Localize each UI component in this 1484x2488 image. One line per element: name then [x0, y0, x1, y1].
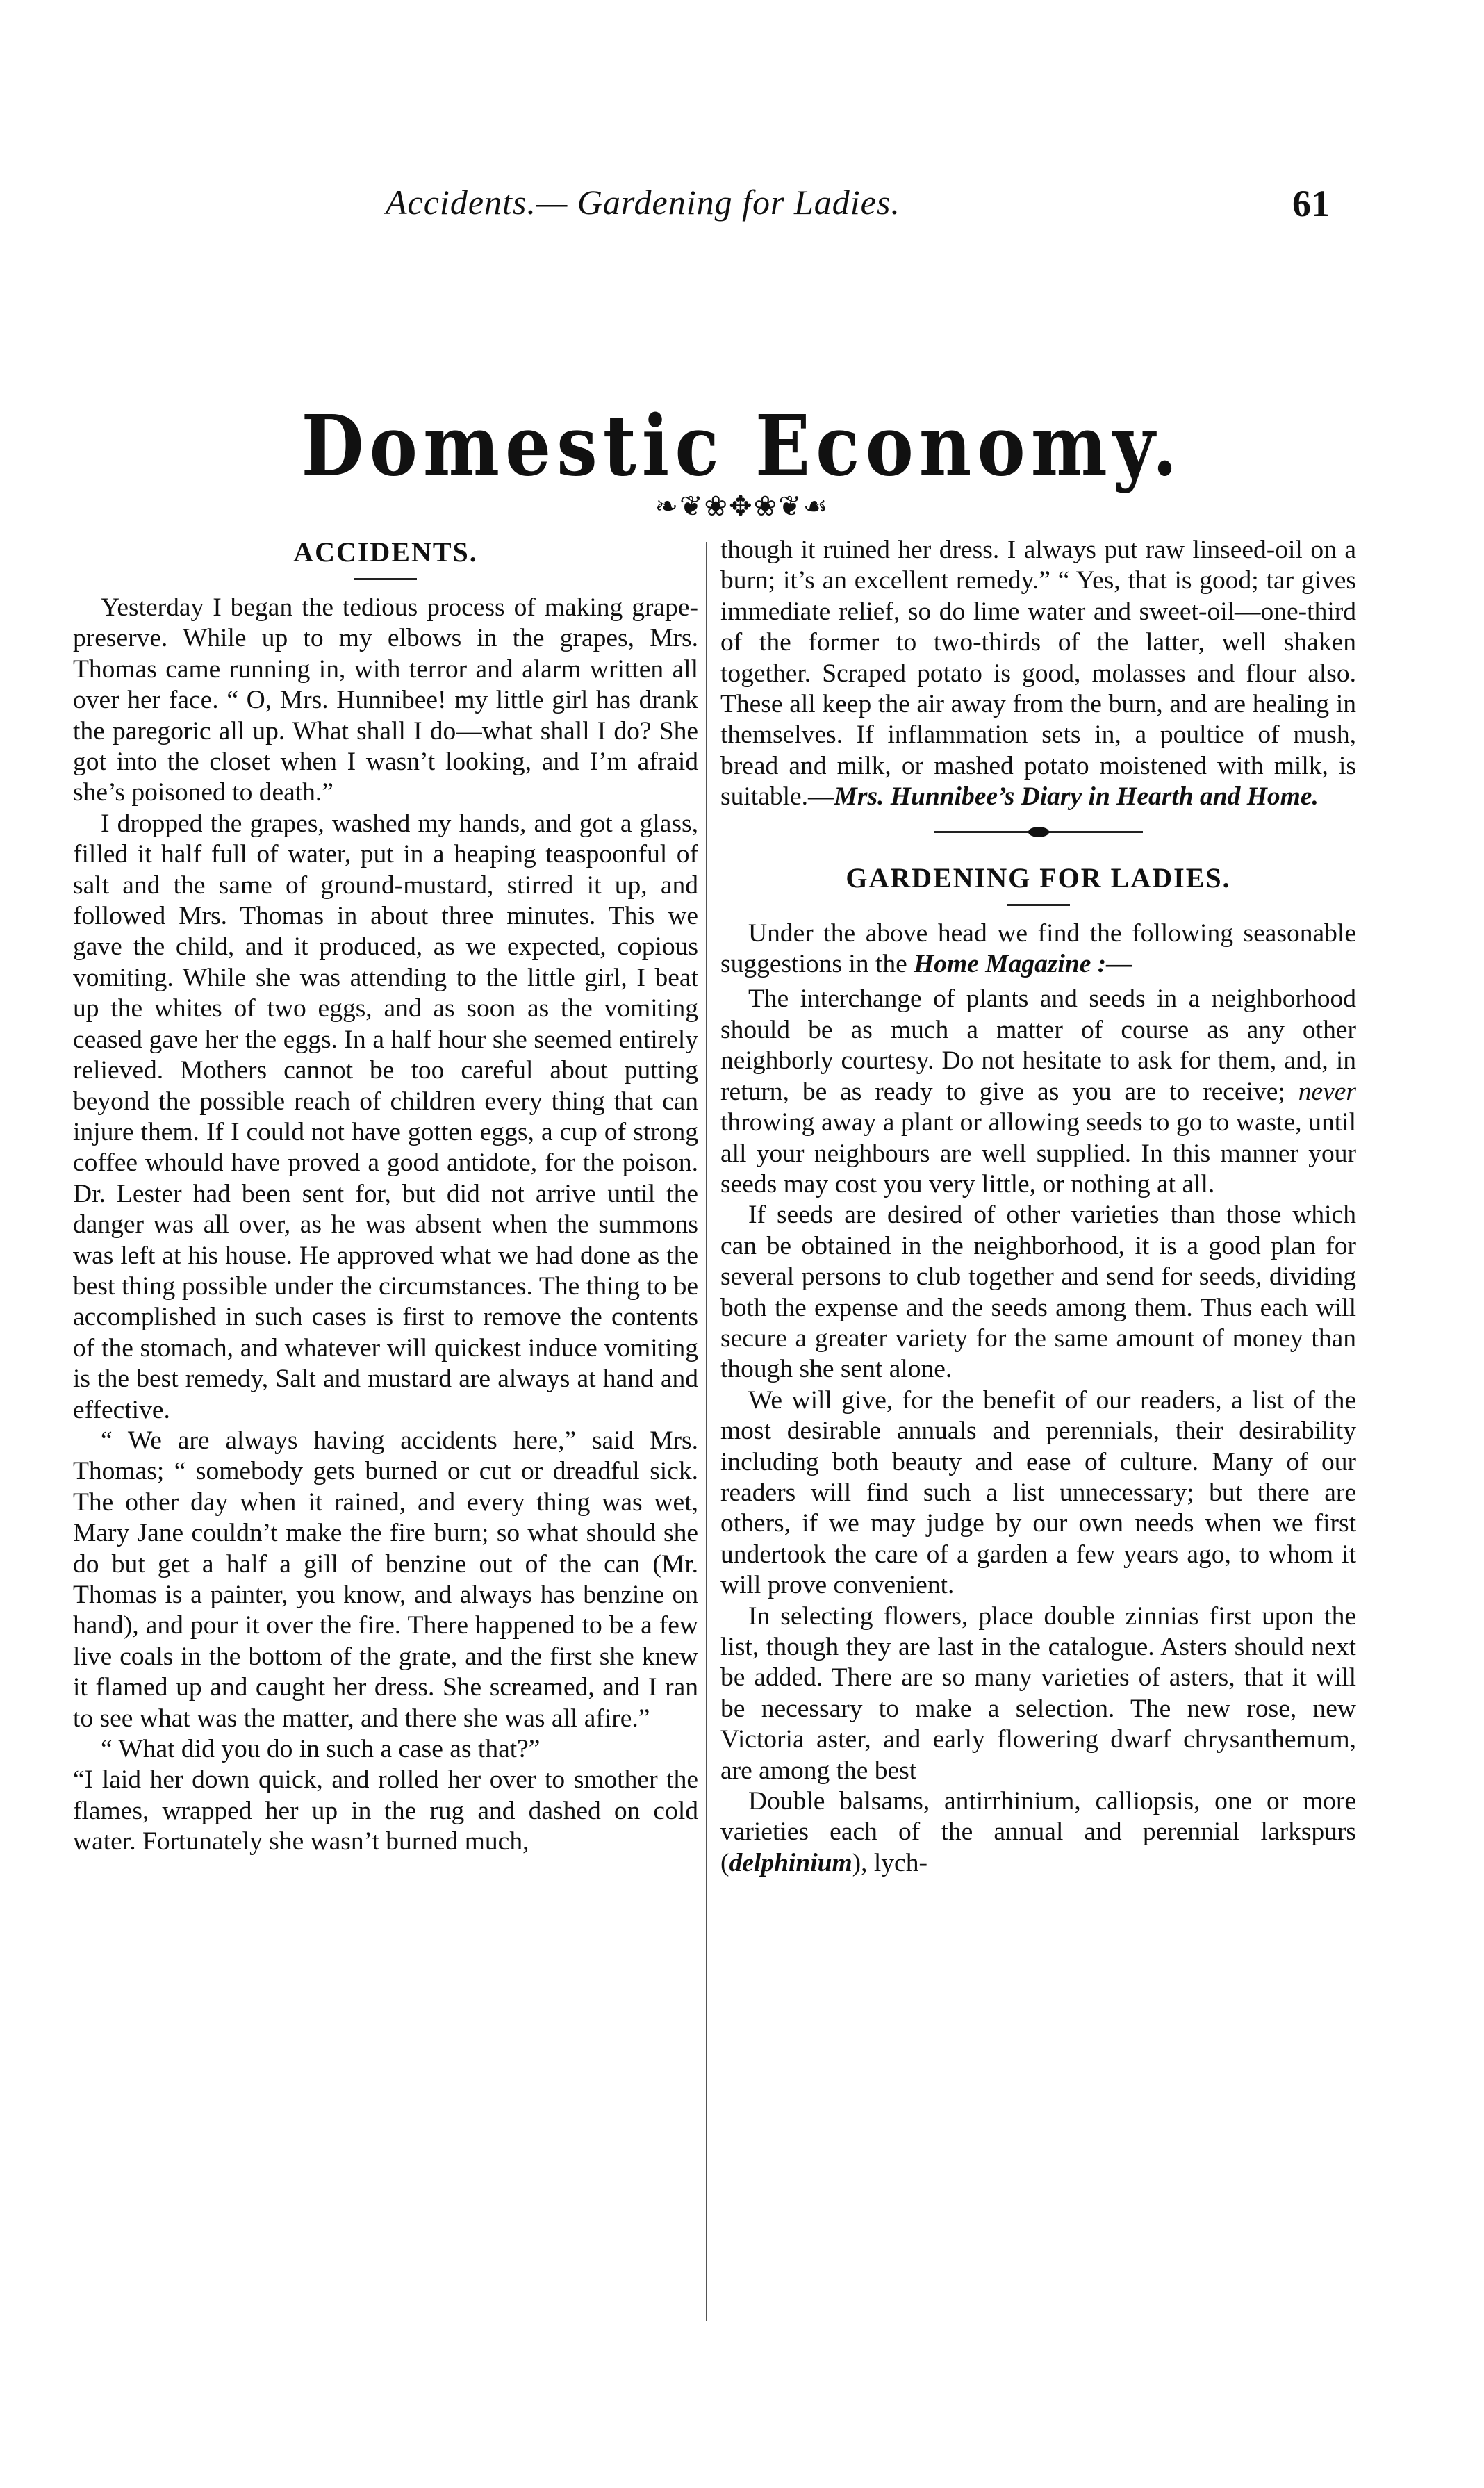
gardening-heading: GARDENING FOR LADIES. — [846, 862, 1231, 893]
page-number: 61 — [1292, 183, 1330, 224]
left-column — [73, 535, 698, 1858]
article-separator — [934, 831, 1143, 833]
gardening-intro-source: Home Magazine :— — [914, 950, 1132, 979]
right-column — [720, 535, 1356, 1879]
gardening-paragraph-4: In selecting flowers, place double zinnias first upon the list, though they are last in the catalogue. Asters should next be added. There are so many varieties of asters, that it will be necessary to make a selection. The new rose, new Victoria aster, and early flowering dwarf chrysanthemum, are among the best — [720, 1601, 1356, 1785]
accidents-paragraph-5: “I laid her down quick, and rolled her over to smother the flames, wrapped her up in the rug and dashed on cold water. Fortunately she wasn’t burned much, — [73, 1765, 698, 1856]
running-head — [0, 182, 1484, 231]
gardening-p1-b: throwing away a plant or allowing seeds to go to waste, until all your neighbours are well supplied. In this manner your seeds may cost you very little, or nothing at all. — [720, 1108, 1356, 1198]
gardening-paragraph-5 — [720, 1786, 1356, 1879]
gardening-paragraph-2: If seeds are desired of other varieties than those which can be obtained in the neighborhood, it is a good plan for several persons to club together and send for seeds, dividing both the expense and the seeds among them. Thus each will secure a greater variety for the same amount of money than though she sent alone. — [720, 1201, 1356, 1384]
accidents-paragraph-1: Yesterday I began the tedious process of making grape-preserve. While up to my elbows in the grapes, Mrs. Thomas came running in, with terror and alarm written all over her face. “ O, Mrs. Hunnibee! my little girl has drank the paregoric all up. What shall I do—what shall I do? She got into the closet when I wasn’t looking, and I’m afraid she’s poisoned to death.” — [73, 593, 698, 807]
gardening-p5-a: Double balsams, antirrhinium, calliopsis, one or more varieties each of the annual and perennial larkspurs ( — [720, 1787, 1356, 1877]
gardening-p1-a: The interchange of plants and seeds in a neighborhood should be as much a matter of course as any other neighborly courtesy. Do not hesitate to ask for them, and, in return, be as ready to give as you are to receive; — [720, 985, 1356, 1106]
gardening-p5-latin: delphinium — [729, 1848, 852, 1877]
accidents-citation: Mrs. Hunnibee’s Diary in Hearth and Home. — [834, 782, 1319, 812]
accidents-paragraph-3: “ We are always having accidents here,” said Mrs. Thomas; “ somebody gets burned or cut or dreadful sick. The other day when it rained, and every thing was wet, Mary Jane couldn’t make the fire burn; so what should she do but get a half a gill of benzine out of the can (Mr. Thomas is a painter, you know, and always has benzine on hand), and pour it over the fire. There happened to be a few live coals in the bottom of the grate, and the first she knew it flamed up and caught her dress. She screamed, and I ran to see what was the matter, and there she was all afire.” — [73, 1426, 698, 1733]
gardening-paragraph-1 — [720, 984, 1356, 1200]
accidents-paragraph-4: “ What did you do in such a case as that?” — [101, 1735, 541, 1764]
accidents-heading: ACCIDENTS. — [293, 536, 478, 568]
accidents-continued — [720, 535, 1356, 813]
accidents-continued-text: though it ruined her dress. I always put raw linseed-oil on a burn; it’s an excellent remedy.” “ Yes, that is good; tar gives immediate relief, so do lime water and sweet-oil—one-third of the former to two-thirds of the latter, well shaken together. Scraped potato is good, molasses and flour also. These all keep the air away from the burn, and are healing in themselves. If inflammation sets in, a poultice of mush, bread and milk, or mashed potato moistened with milk, is suitable.— — [720, 536, 1356, 812]
separator-dot — [1028, 827, 1049, 837]
heading-rule — [354, 578, 417, 580]
gardening-paragraph-3: We will give, for the benefit of our readers, a list of the most desirable annuals and perennials, their desirability including both beauty and ease of culture. Many of our readers will find such a list unnecessary; but there are others, if we may judge by our own needs when we first undertook the care of a garden a few years ago, to whom it will prove convenient. — [720, 1385, 1356, 1600]
gardening-p5-b: ), lych- — [852, 1848, 928, 1877]
column-divider — [706, 542, 707, 2321]
gardening-p1-never: never — [1298, 1077, 1356, 1106]
accidents-paragraph-2: I dropped the grapes, washed my hands, and got a glass, filled it half full of water, put in a heaping teaspoonful of salt and the same of ground-mustard, stirred it up, and followed Mrs. Thomas in about three minutes. This we gave the child, and it produced, as we expected, copious vomiting. While she was attending to the little girl, I beat up the whites of two eggs, and as soon as the vomiting ceased gave her the eggs. In a half hour she seemed entirely relieved. Mothers cannot be too careful about putting beyond the possible reach of children every thing that can injure them. If I could not have gotten eggs, a cup of strong coffee whould have proved a good antidote, for the poison. Dr. Lester had been sent for, but did not arrive until the danger was all over, as he was absent when the summons was left at his house. He approved what we had done as the best thing possible under the circumstances. The thing to be accomplished in such cases is first to remove the contents of the stomach, and whatever will quickest induce vomiting is the best remedy, Salt and mustard are always at hand and effective. — [73, 809, 698, 1424]
running-title: Accidents.— Gardening for Ladies. — [386, 183, 900, 222]
gardening-intro — [720, 918, 1356, 980]
ornament-divider: ❧❦❀✥❀❦☙ — [654, 491, 830, 522]
gardening-intro-text: Under the above head we find the following seasonable suggestions in the — [720, 918, 1356, 979]
section-title: Domestic Economy. — [301, 396, 1183, 495]
heading-rule — [1007, 904, 1070, 906]
